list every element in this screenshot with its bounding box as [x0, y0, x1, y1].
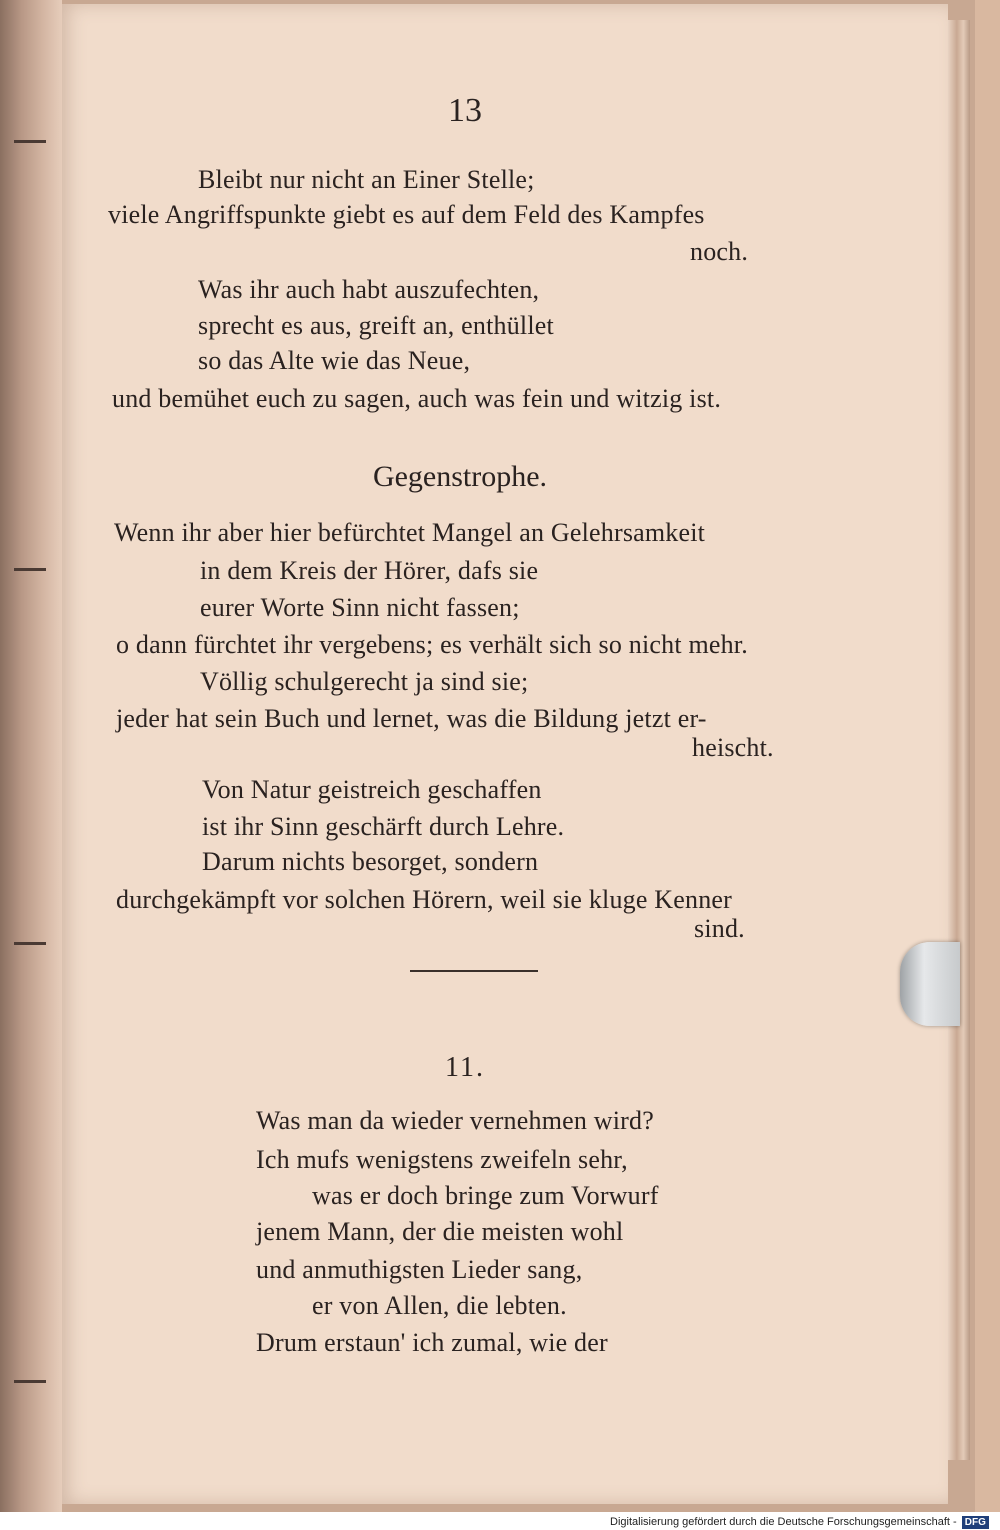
verse-line: er von Allen, die lebten. — [312, 1291, 567, 1320]
verse-line: sprecht es aus, greift an, enthüllet — [198, 311, 554, 340]
verse-line: o dann fürchtet ihr vergebens; es verhält sich so nicht mehr. — [116, 630, 748, 659]
book-gutter — [0, 0, 62, 1512]
verse-line: und bemühet euch zu sagen, auch was fein und witzig ist. — [112, 384, 722, 413]
binding-stitch — [14, 942, 46, 945]
digitization-footer — [610, 1514, 1000, 1530]
verse-line: Was man da wieder vernehmen wird? — [256, 1106, 654, 1135]
verse-line: so das Alte wie das Neue, — [198, 346, 471, 375]
verse-line: ist ihr Sinn geschärft durch Lehre. — [202, 812, 565, 841]
section-heading: Gegenstrophe. — [372, 460, 548, 493]
verse-line: sind. — [694, 914, 745, 943]
verse-line: noch. — [690, 237, 749, 266]
verse-line: Von Natur geistreich geschaffen — [202, 775, 542, 804]
poem-number: 11. — [445, 1052, 485, 1083]
verse-line: was er doch bringe zum Vorwurf — [312, 1181, 659, 1210]
verse-line: jeder hat sein Buch und lernet, was die Bildung jetzt er- — [116, 704, 707, 733]
dfg-logo: DFG — [962, 1516, 989, 1529]
verse-line: Was ihr auch habt auszufechten, — [198, 275, 540, 304]
footer-text: Digitalisierung gefördert durch die Deutsche Forschungsgemeinschaft - — [610, 1516, 957, 1528]
verse-line: Bleibt nur nicht an Einer Stelle; — [198, 165, 535, 194]
verse-line: und anmuthigsten Lieder sang, — [256, 1255, 583, 1284]
verse-line: Ich mufs wenigstens zweifeln sehr, — [256, 1145, 628, 1174]
binding-stitch — [14, 140, 46, 143]
verse-line: viele Angriffspunkte giebt es auf dem Feld des Kampfes — [108, 200, 705, 229]
verse-line: durchgekämpft vor solchen Hörern, weil sie kluge Kenner — [116, 885, 733, 914]
verse-line: heischt. — [692, 733, 774, 762]
page-number: 13 — [448, 92, 482, 129]
page-edge — [948, 20, 970, 1460]
verse-line: eurer Worte Sinn nicht fassen; — [200, 593, 520, 622]
verse-line: in dem Kreis der Hörer, dafs sie — [200, 556, 539, 585]
verse-line: Völlig schulgerecht ja sind sie; — [200, 667, 529, 696]
verse-line: Wenn ihr aber hier befürchtet Mangel an Gelehrsamkeit — [114, 518, 706, 547]
verse-line: Darum nichts besorget, sondern — [202, 847, 539, 876]
binding-stitch — [14, 568, 46, 571]
verse-line: Drum erstaun' ich zumal, wie der — [256, 1328, 608, 1357]
binding-stitch — [14, 1380, 46, 1383]
section-divider — [410, 970, 538, 972]
page-clip — [900, 942, 960, 1026]
verse-line: jenem Mann, der die meisten wohl — [256, 1217, 624, 1246]
